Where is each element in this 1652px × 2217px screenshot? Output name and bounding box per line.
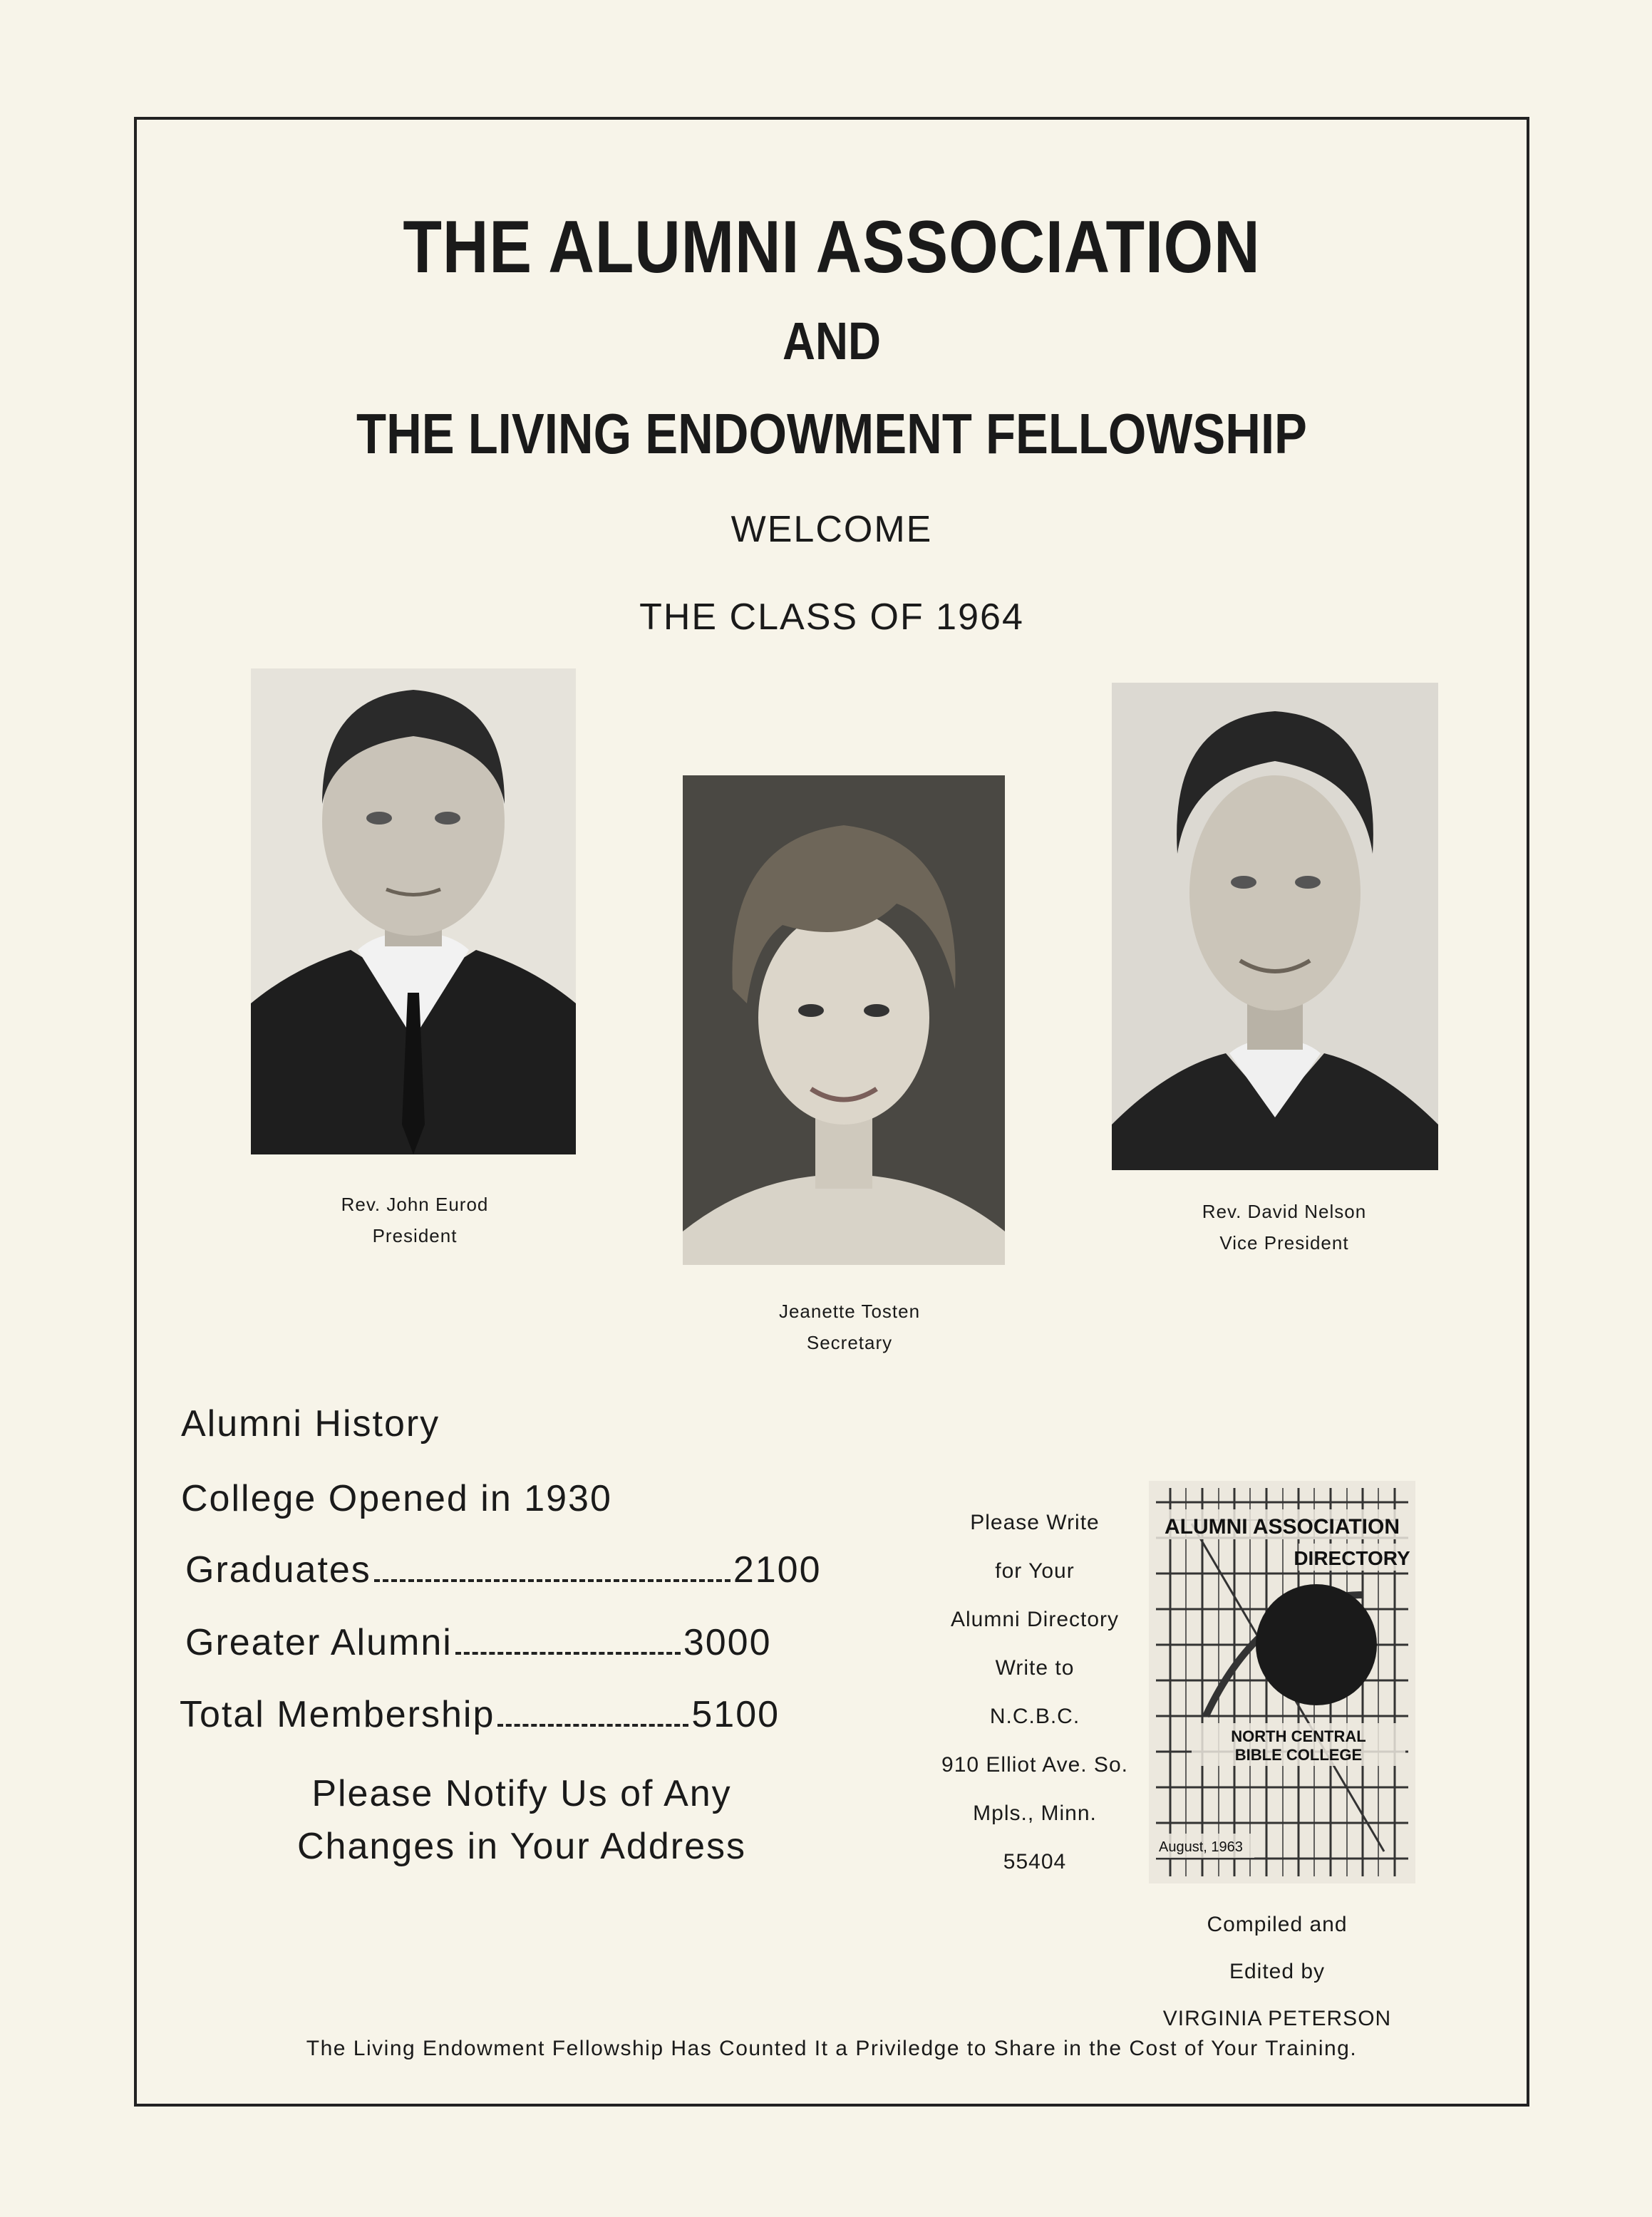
cover-college1: NORTH CENTRAL <box>1231 1727 1366 1745</box>
compiled-editor: VIRGINIA PETERSON <box>1162 2007 1392 2030</box>
page-frame <box>134 117 1529 2107</box>
dotted-leader <box>455 1652 681 1655</box>
greater-alumni-value: 3000 <box>683 1622 772 1663</box>
cover-date: August, 1963 <box>1159 1839 1243 1855</box>
cover-title1: ALUMNI ASSOCIATION <box>1165 1515 1400 1539</box>
vice-president-photo <box>1112 683 1438 1170</box>
directory-cover-image <box>1149 1481 1415 1883</box>
compiled-by <box>1120 1901 1434 2042</box>
write-line: for Your <box>995 1559 1075 1583</box>
vice-president-caption <box>1170 1196 1398 1259</box>
dotted-leader <box>374 1579 731 1582</box>
cover-college2: BIBLE COLLEGE <box>1234 1746 1363 1764</box>
history-row-greater-alumni <box>185 1621 772 1664</box>
secretary-title: Secretary <box>806 1332 893 1353</box>
class-of-text: THE CLASS OF 1964 <box>639 596 1024 638</box>
secretary-photo <box>683 775 1005 1265</box>
history-heading: Alumni History <box>181 1403 440 1445</box>
write-for-directory <box>892 1499 1177 1886</box>
dotted-leader <box>497 1724 688 1727</box>
compiled-line2: Edited by <box>1229 1960 1326 1983</box>
footer-message: The Living Endowment Fellowship Has Counted It a Priviledge to Share in the Cost of Your Training. <box>306 2037 1358 2060</box>
graduates-label: Graduates <box>185 1549 371 1591</box>
college-opened: College Opened in 1930 <box>181 1478 612 1519</box>
graduates-value: 2100 <box>733 1549 822 1591</box>
total-membership-label: Total Membership <box>180 1694 495 1735</box>
write-line: N.C.B.C. <box>989 1705 1080 1728</box>
president-photo <box>251 668 576 1154</box>
title-alumni-association: THE ALUMNI ASSOCIATION <box>403 206 1261 289</box>
write-line: Write to <box>995 1656 1075 1680</box>
history-row-graduates <box>185 1549 824 1591</box>
president-title: President <box>372 1225 458 1246</box>
president-caption <box>301 1189 529 1251</box>
history-row-total-membership <box>180 1693 780 1736</box>
title-living-endowment: THE LIVING ENDOWMENT FELLOWSHIP <box>356 402 1307 465</box>
compiled-line1: Compiled and <box>1207 1913 1348 1936</box>
president-name: Rev. John Eurod <box>341 1194 489 1215</box>
write-line: Mpls., Minn. <box>973 1802 1097 1825</box>
secretary-name: Jeanette Tosten <box>778 1301 921 1322</box>
write-line: Alumni Directory <box>950 1608 1120 1631</box>
notify-line1: Please Notify Us of Any <box>311 1773 732 1814</box>
greater-alumni-label: Greater Alumni <box>185 1622 453 1663</box>
total-membership-value: 5100 <box>691 1694 780 1735</box>
notify-message <box>237 1767 807 1873</box>
welcome-text: WELCOME <box>731 509 933 550</box>
write-line: 55404 <box>1003 1850 1067 1874</box>
vice-president-title: Vice President <box>1219 1232 1349 1254</box>
title-and: AND <box>783 311 881 371</box>
cover-title2: DIRECTORY <box>1294 1547 1410 1569</box>
secretary-caption <box>735 1296 964 1358</box>
vice-president-name: Rev. David Nelson <box>1202 1201 1367 1222</box>
write-line: 910 Elliot Ave. So. <box>941 1753 1128 1777</box>
notify-line2: Changes in Your Address <box>297 1826 746 1867</box>
write-line: Please Write <box>970 1511 1100 1534</box>
